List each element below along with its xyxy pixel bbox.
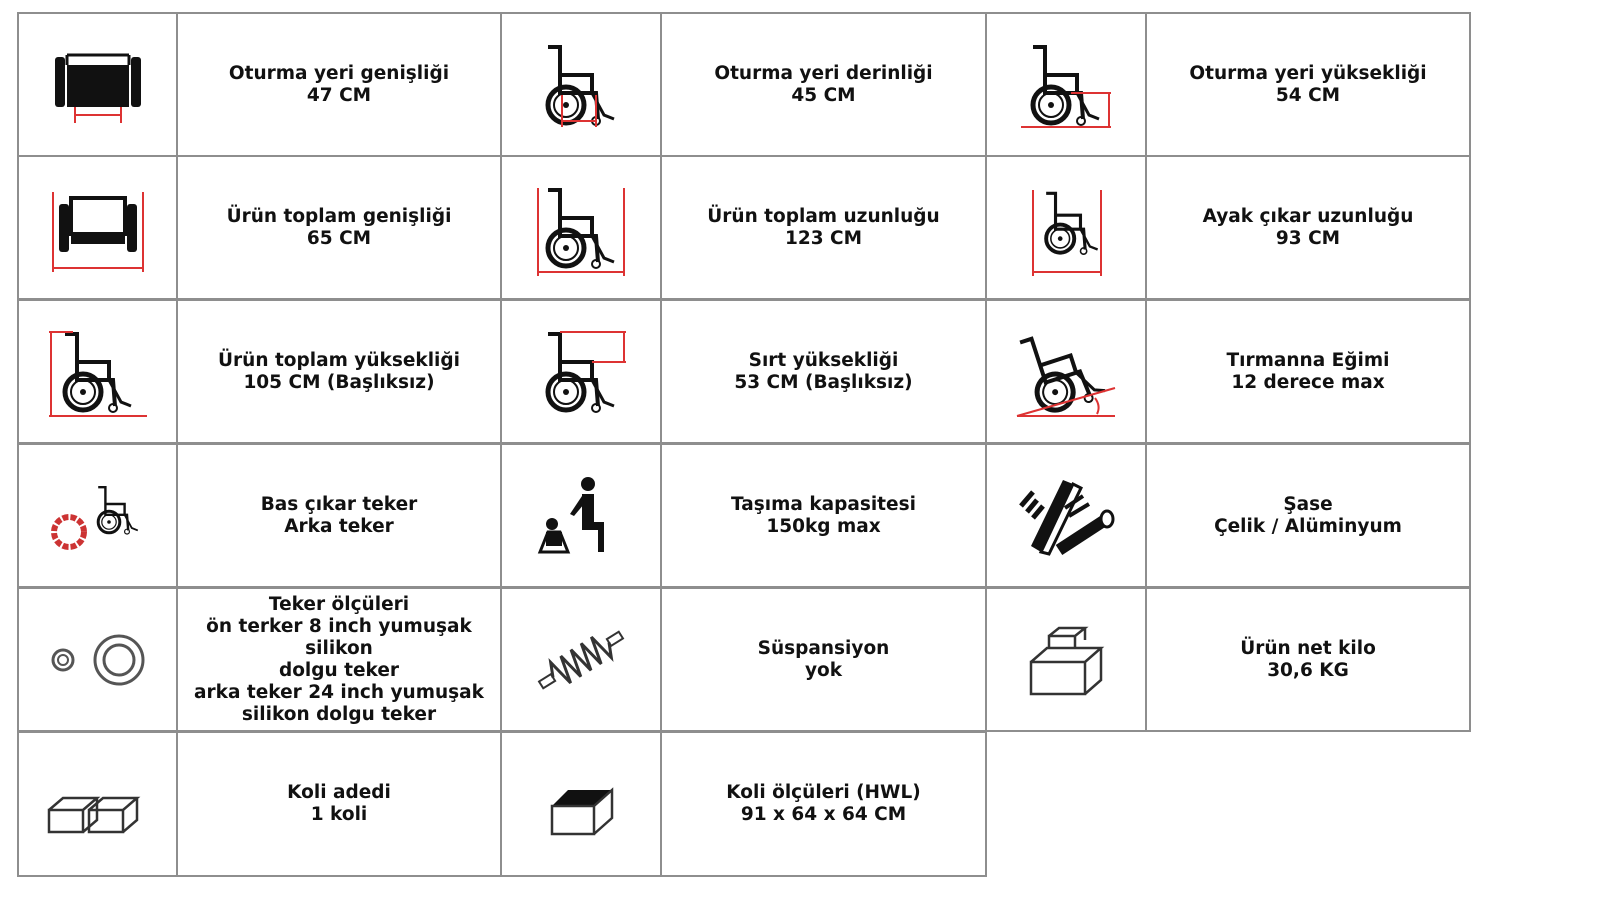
spec-value: 12 derece max: [1231, 371, 1385, 393]
spec-text-cell: [1145, 443, 1471, 588]
spec-value: 93 CM: [1275, 227, 1341, 249]
frame-material-icon: [1011, 466, 1121, 566]
spec-value: 47 CM: [306, 84, 372, 106]
seat-height-icon: [1011, 35, 1121, 135]
spec-icon-cell: [17, 155, 178, 300]
spec-line: Teker ölçüleri: [268, 593, 410, 615]
spec-text-cell: [1145, 12, 1471, 157]
spec-label: Bas çıkar teker: [260, 493, 418, 515]
spec-icon-cell: [17, 12, 178, 157]
spec-text-cell: [176, 155, 502, 300]
spec-icon-cell: [985, 299, 1147, 444]
footrest-length-icon: [1011, 178, 1121, 278]
climbing-slope-icon: [1011, 322, 1121, 422]
total-length-icon: [526, 178, 636, 278]
quick-release-wheel-icon: [43, 466, 153, 566]
spec-label: Şase: [1283, 493, 1333, 515]
spec-value: 1 koli: [310, 804, 368, 825]
total-height-icon: [43, 322, 153, 422]
load-capacity-icon: [526, 466, 636, 566]
spec-icon-cell: [500, 12, 662, 157]
spec-icon-cell: [500, 155, 662, 300]
spec-icon-cell: [985, 587, 1147, 732]
spec-icon-cell: [17, 299, 178, 444]
spec-label: Süspansiyon: [757, 637, 890, 659]
spec-label: Tırmanna Eğimi: [1226, 349, 1390, 371]
spec-text-cell: [660, 12, 987, 157]
seat-width-icon: [43, 35, 153, 135]
spec-text-cell: [176, 12, 502, 157]
spec-icon-cell: [985, 155, 1147, 300]
spec-line: arka teker 24 inch yumuşak: [194, 681, 484, 703]
spec-value: Arka teker: [284, 515, 394, 537]
net-weight-icon: [1011, 610, 1121, 710]
spec-value: 150kg max: [766, 515, 881, 537]
spec-value: 91 x 64 x 64 CM: [740, 804, 907, 825]
spec-label: Koli adedi: [287, 782, 391, 803]
spec-icon-cell: [500, 587, 662, 732]
spec-label: Ürün net kilo: [1240, 637, 1376, 659]
package-dimensions-icon: [526, 754, 636, 854]
spec-value: yok: [804, 659, 843, 681]
spec-icon-cell: [985, 12, 1147, 157]
spec-text-cell: [176, 299, 502, 444]
spec-line: dolgu teker: [278, 659, 399, 681]
spec-label: Koli ölçüleri (HWL): [726, 782, 921, 803]
spec-icon-cell: [500, 731, 662, 877]
spec-icon-cell: [985, 443, 1147, 588]
spec-value: 30,6 KG: [1267, 659, 1349, 681]
spec-icon-cell: [17, 731, 178, 877]
spec-label: Oturma yeri derinliği: [714, 62, 933, 84]
spec-text-cell: [1145, 299, 1471, 444]
package-count-icon: [43, 754, 153, 854]
spec-text-cell: [660, 155, 987, 300]
spec-label: Ürün toplam yüksekliği: [218, 349, 460, 371]
spec-text-cell: [176, 731, 502, 877]
spec-value: 53 CM (Başlıksız): [734, 371, 913, 393]
spec-text-cell: [1145, 155, 1471, 300]
total-width-icon: [43, 178, 153, 278]
spec-text-cell: [176, 443, 502, 588]
spec-value: 45 CM: [791, 84, 856, 106]
seat-depth-icon: [526, 35, 636, 135]
spec-label: Oturma yeri genişliği: [228, 62, 450, 84]
spec-label: Sırt yüksekliği: [748, 349, 899, 371]
spec-label: Ürün toplam genişliği: [226, 205, 452, 227]
suspension-spring-icon: [526, 610, 636, 710]
spec-text-cell: [660, 443, 987, 588]
spec-value: 123 CM: [784, 227, 863, 249]
spec-text-cell: [1145, 587, 1471, 732]
spec-text-cell: [660, 731, 987, 877]
spec-label: Ayak çıkar uzunluğu: [1202, 205, 1414, 227]
spec-label: Ürün toplam uzunluğu: [707, 205, 940, 227]
spec-text-cell: [660, 587, 987, 732]
spec-label: Taşıma kapasitesi: [731, 493, 916, 515]
spec-label: Oturma yeri yüksekliği: [1189, 62, 1427, 84]
spec-line: ön terker 8 inch yumuşak silikon: [206, 615, 472, 659]
spec-icon-cell: [17, 443, 178, 588]
spec-value: 105 CM (Başlıksız): [243, 371, 435, 393]
spec-line: silikon dolgu teker: [241, 703, 437, 725]
spec-text-cell: [660, 299, 987, 444]
backrest-height-icon: [526, 322, 636, 422]
spec-value: 65 CM: [306, 227, 372, 249]
spec-value: 54 CM: [1275, 84, 1341, 106]
spec-value: Çelik / Alüminyum: [1214, 515, 1402, 537]
wheel-size-icon: [43, 610, 153, 710]
spec-icon-cell: [17, 587, 178, 732]
spec-icon-cell: [500, 443, 662, 588]
spec-icon-cell: [500, 299, 662, 444]
spec-text-cell: [176, 587, 502, 732]
